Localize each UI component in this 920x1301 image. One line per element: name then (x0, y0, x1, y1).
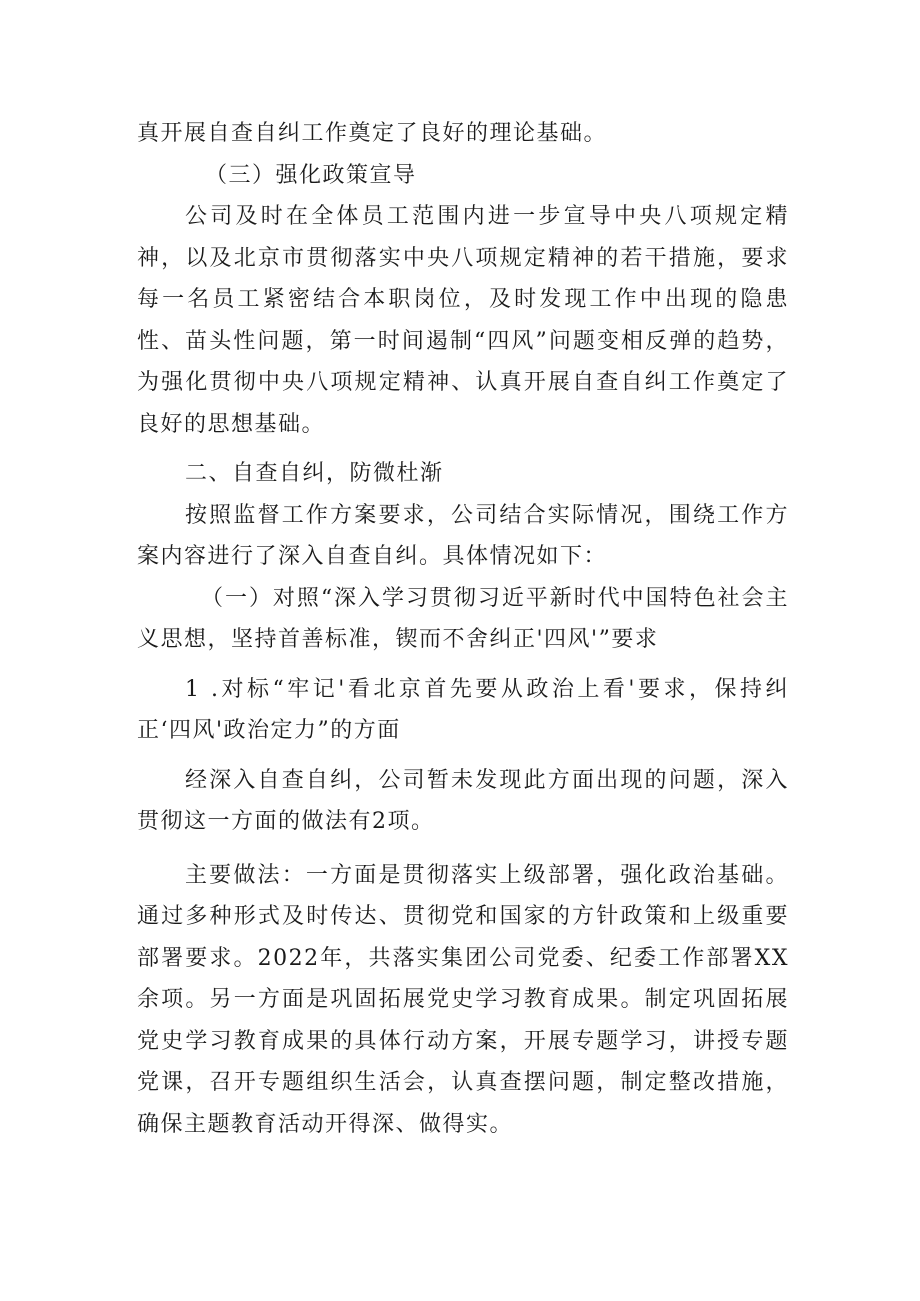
paragraph-continuation: 真开展自查自纠工作奠定了良好的理论基础。 (137, 121, 608, 146)
paragraph-findings: 经深入自查自纠，公司暂未发现此方面出现的问题，深入贯彻这一方面的做法有2项。 (137, 767, 789, 834)
paragraph-self-inspection-intro: 按照监督工作方案要求，公司结合实际情况，围绕工作方案内容进行了深入自查自纠。具体情况如下： (137, 502, 789, 569)
heading-strengthen-policy-guidance: （三）强化政策宣导 (205, 162, 417, 188)
heading-subitem-one: 1 .对标“牢记'看北京首先要从政治上看'要求，保持纠正‘四风'政治定力”的方面 (137, 676, 789, 743)
paragraph-main-practices: 主要做法：一方面是贯彻落实上级部署，强化政治基础。通过多种形式及时传达、贯彻党和国家的方针政策和上级重要部署要求。2022年，共落实集团公司党委、纪委工作部署XX余项。另一方面是巩固拓展党史学习教育成果。制定巩固拓展党史学习教育成果的具体行动方案，开展专题学习，讲授专题党课，召开专题组织生活会，认真查摆问题，制定整改措施，确保主题教育活动开得深、做得实。 (137, 862, 789, 1137)
heading-item-one: （一）对照“深入学习贯彻习近平新时代中国特色社会主义思想，坚持首善标准，锲而不舍纠正'四风'”要求 (137, 585, 789, 652)
document-body (137, 113, 789, 1145)
paragraph-policy-guidance: 公司及时在全体员工范围内进一步宣导中央八项规定精神，以及北京市贯彻落实中央八项规定精神的若干措施，要求每一名员工紧密结合本职岗位，及时发现工作中出现的隐患性、苗头性问题，第一时间遏制“四风”问题变相反弹的趋势，为强化贯彻中央八项规定精神、认真开展自查自纠工作奠定了良好的思想基础。 (137, 204, 789, 437)
heading-self-inspection: 二、自查自纠，防微杜渐 (185, 461, 444, 486)
